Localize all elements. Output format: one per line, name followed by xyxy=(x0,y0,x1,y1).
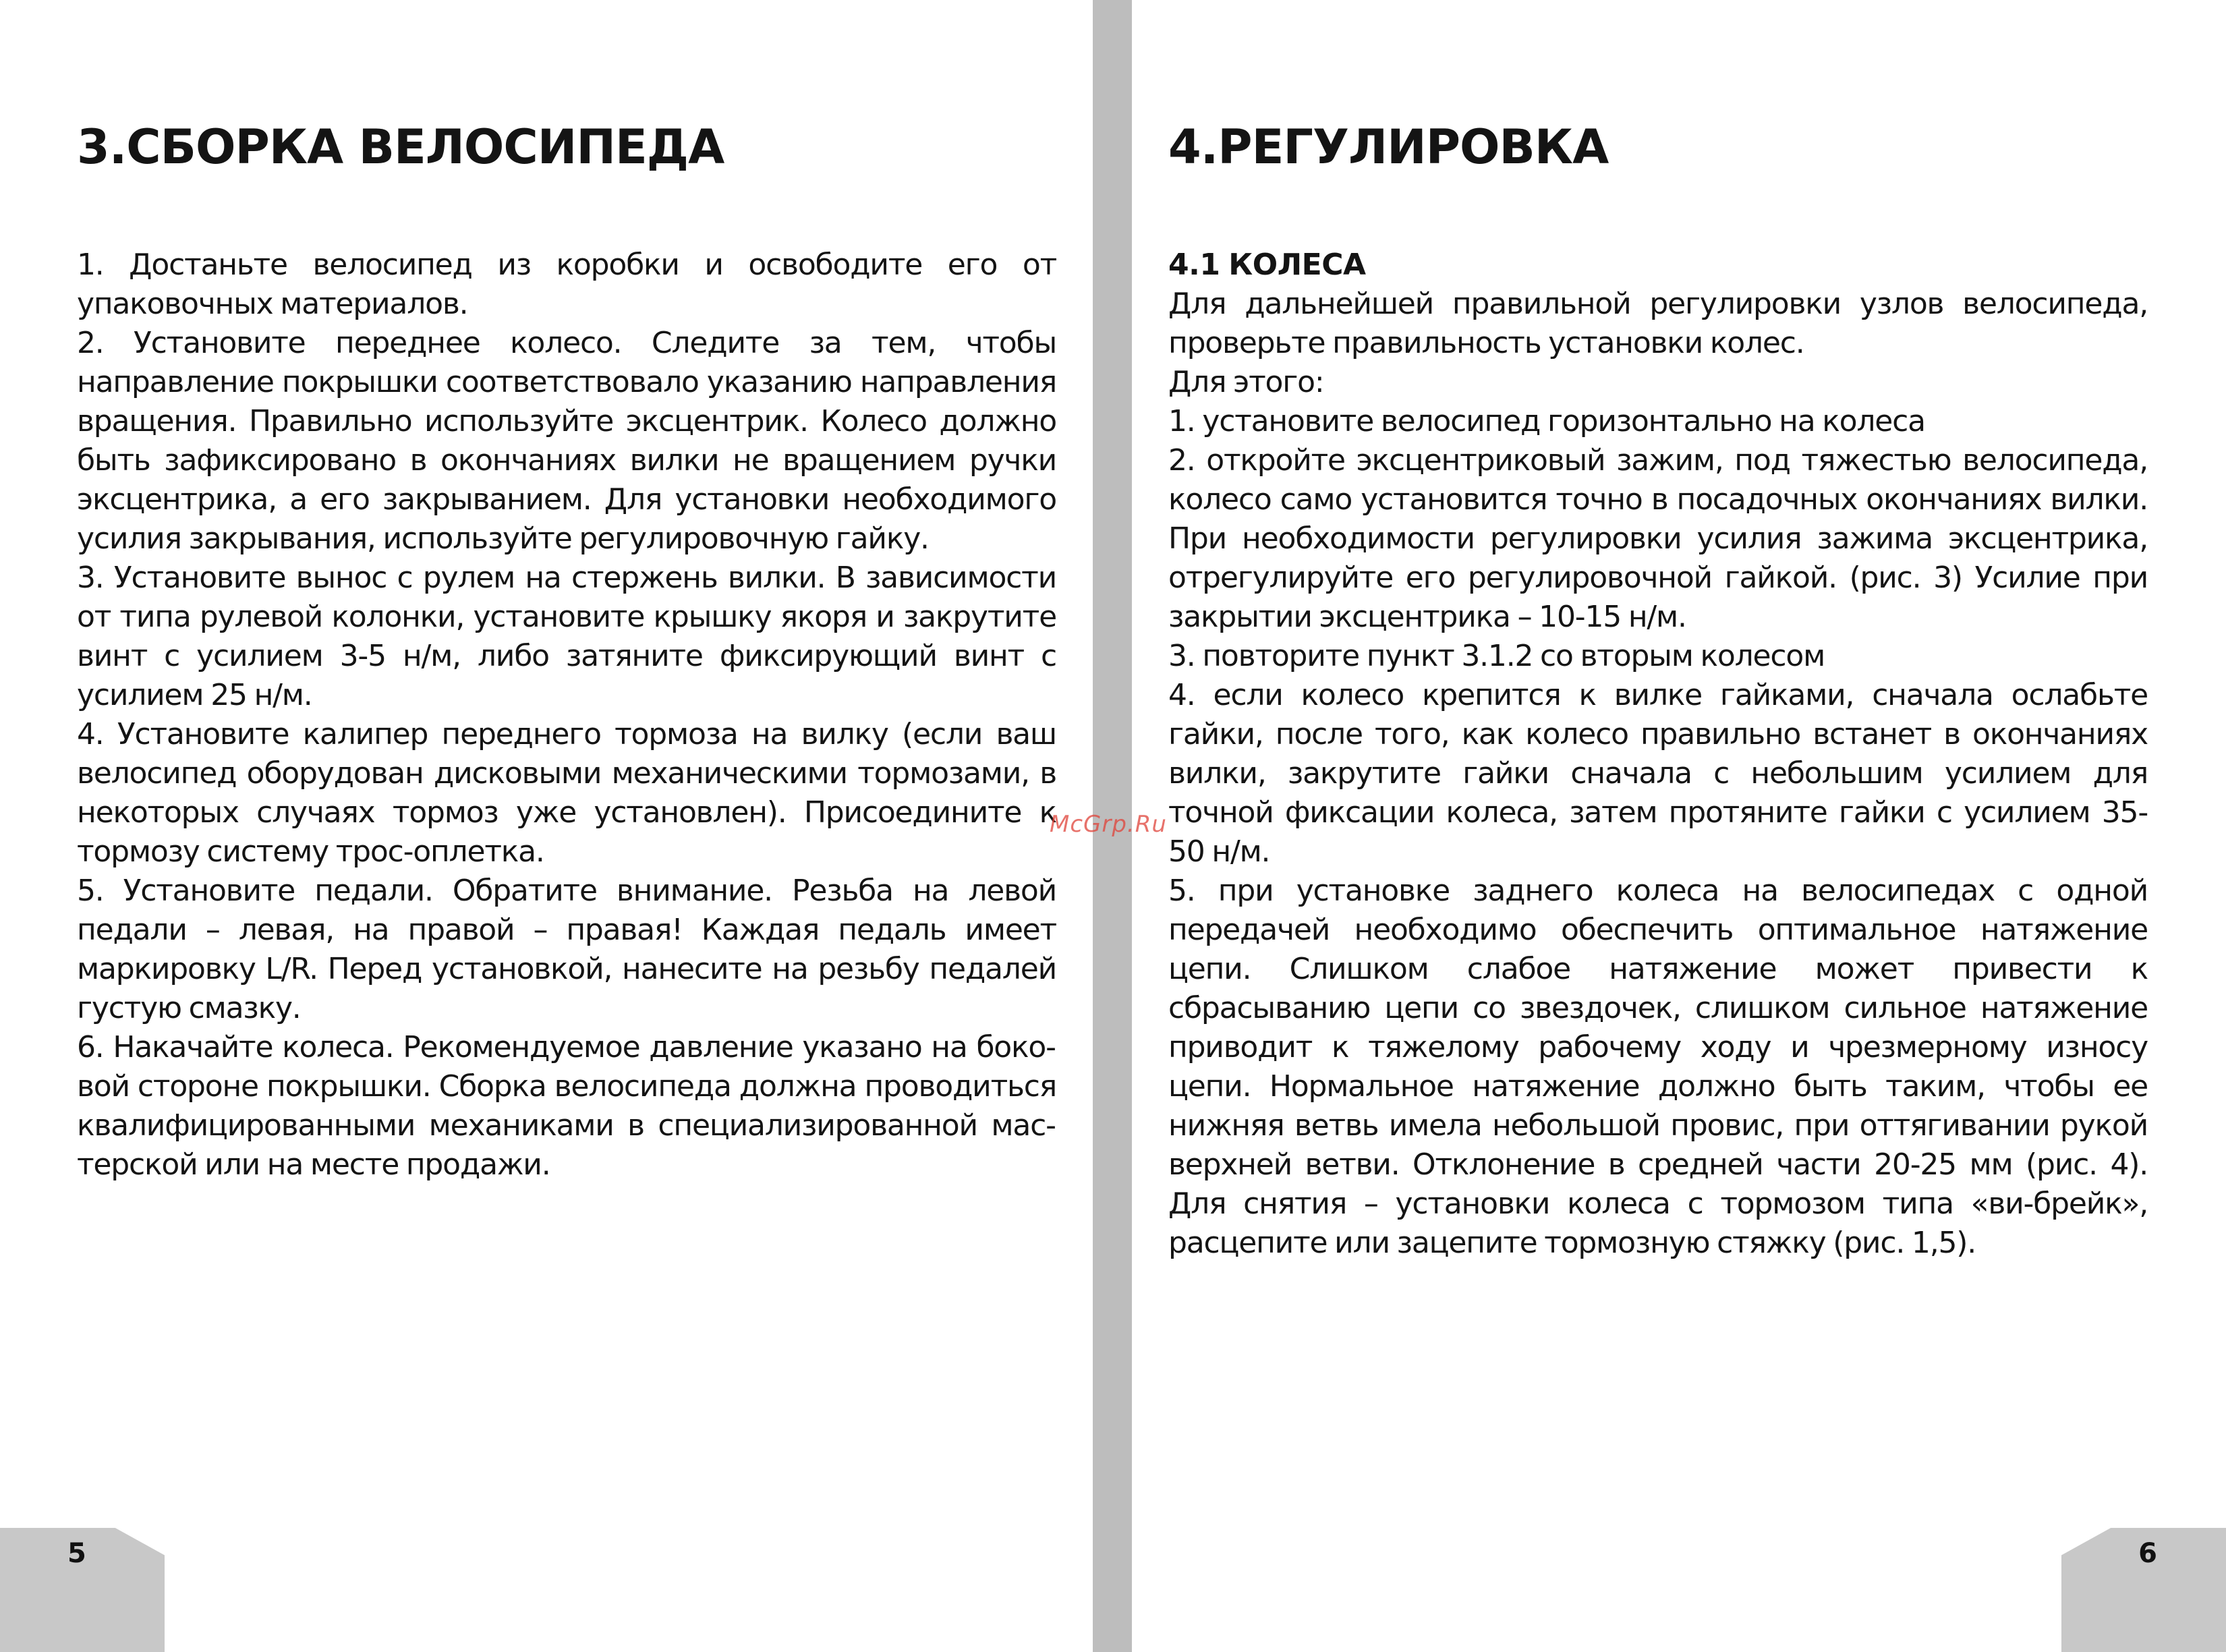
instruction-paragraph: 2. Установите переднее колесо. Следите за тем, чтобы направление покрышки соответствовало указанию направления вращения. Правильно используйте эксцентрик. Колесо должно быть зафиксировано в окончаниях вилки не вращением ручки эксцентрика, а его закрыванием. Для установки необходимого усилия закрывания, используйте регулировочную гайку. xyxy=(77,326,1056,556)
section-title-assembly: 3.СБОРКА ВЕЛОСИПЕДА xyxy=(77,119,724,175)
instruction-paragraph: 4. если колесо крепится к вилке гайками, сначала ослабьте гайки, после того, как колесо правильно встанет в окончаниях вилки, закрутите гайки сначала с небольшим усилием для точной фиксации колеса, затем протяните гайки с усилием 35-50 н/м. xyxy=(1168,678,2148,869)
instruction-paragraph: Для дальнейшей правильной регулировки узлов велосипеда, проверьте правильность установки колес. xyxy=(1168,287,2148,360)
subsection-heading: 4.1 КОЛЕСА xyxy=(1168,248,1366,282)
instruction-paragraph: 1. установите велосипед горизонтально на колеса xyxy=(1168,404,1925,438)
instruction-paragraph: 2. откройте эксцентриковый зажим, под тяжестью велосипеда, колесо само установится точно в посадочных окончаниях вилки. При необходимости регулировки усилия зажима эксцентрика, отрегулируйте его регулировочной гайкой. (рис. 3) Усилие при закрытии эксцентрика – 10-15 н/м. xyxy=(1168,443,2148,634)
right-page xyxy=(1132,0,2226,1652)
left-page xyxy=(0,0,1093,1652)
page-number: 5 xyxy=(67,1538,86,1569)
section-title-adjustment: 4.РЕГУЛИРОВКА xyxy=(1168,119,1609,175)
assembly-instructions xyxy=(77,246,1056,1185)
page-number: 6 xyxy=(2138,1538,2157,1569)
instruction-paragraph: 5. при установке заднего колеса на велосипедах с одной передачей необходимо обеспечить оптимальное натяжение цепи. Слишком слабое натяжение может привести к сбрасыванию цепи со звездочек, слишком сильное натяжение приводит к тяжелому рабочему ходу и чрезмерному износу цепи. Нормальное натяжение должно быть таким, чтобы ее нижняя ветвь имела небольшой провис, при оттягивании рукой верхней ветви. Отклонение в средней части 20-25 мм (рис. 4). Для снятия – установки колеса с тормозом типа «ви-брейк», расцепите или зацепите тормозную стяжку (рис. 1,5). xyxy=(1168,874,2148,1260)
instruction-paragraph: 5. Установите педали. Обратите внимание. Резьба на левой педали – левая, на правой – правая! Каждая педаль имеет маркировку L/R. Перед установкой, нанесите на резьбу педалей густую смазку. xyxy=(77,874,1056,1025)
instruction-paragraph: 4. Установите калипер переднего тормоза на вилку (если ваш велосипед оборудован дисковыми механическими тормозами, в некоторых случаях тормоз уже установлен). Присоедините к тормозу систему трос-оплетка. xyxy=(77,717,1056,869)
adjustment-instructions xyxy=(1168,246,2148,1263)
instruction-paragraph: 6. Накачайте колеса. Рекомендуемое давление указано на боковой стороне покрышки. Сборка велосипеда должна проводиться квалифицированными механиками в специализированной мастерской или на месте продажи. xyxy=(77,1030,1056,1182)
instruction-paragraph: 3. повторите пункт 3.1.2 со вторым колесом xyxy=(1168,639,1825,673)
watermark-text: McGrp.Ru xyxy=(1050,811,1167,838)
instruction-paragraph: 1. Достаньте велосипед из коробки и освободите его от упаковочных материалов. xyxy=(77,248,1056,321)
instruction-paragraph: Для этого: xyxy=(1168,365,1324,399)
instruction-paragraph: 3. Установите вынос с рулем на стержень вилки. В зависимости от типа рулевой колонки, установите крышку якоря и закрутите винт с усилием 3-5 н/м, либо затяните фиксирующий винт с усилием 25 н/м. xyxy=(77,561,1056,712)
